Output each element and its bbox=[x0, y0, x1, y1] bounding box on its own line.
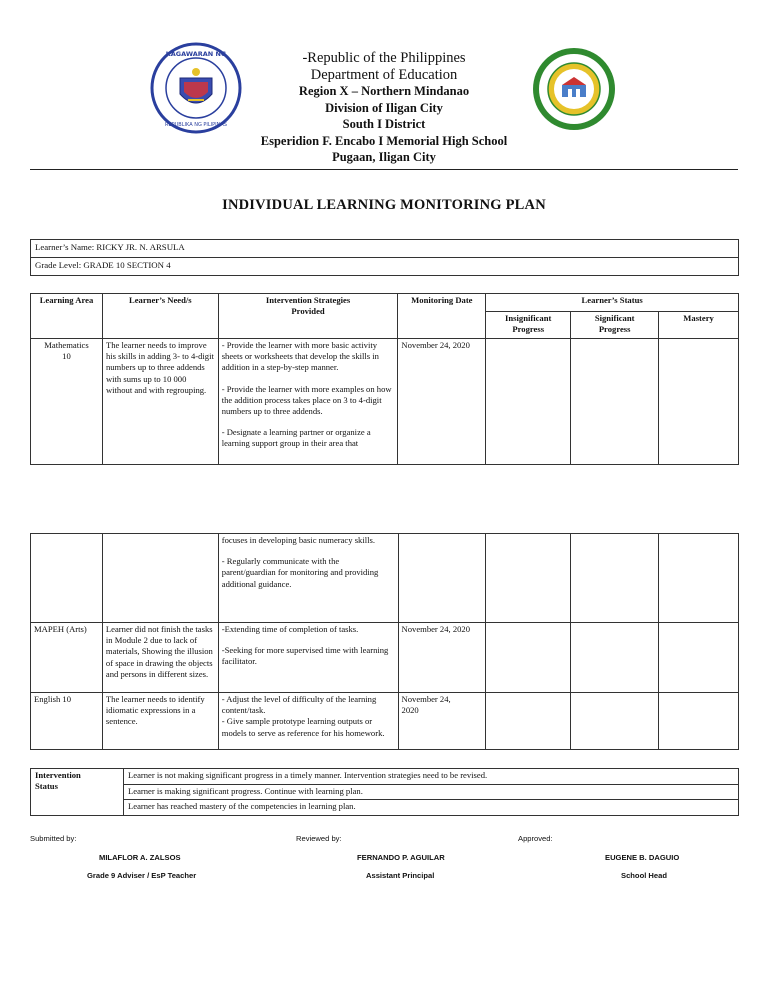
grade-level-row bbox=[31, 258, 739, 276]
status-row bbox=[31, 800, 739, 816]
approved-position: School Head bbox=[621, 871, 667, 880]
learner-needs-cell: The learner needs to improve his skills in adding 3- to 4-digit numbers up to three addends with sums up to 10 000 without and with regrouping. bbox=[102, 339, 218, 465]
status-text: Learner is making significant progress. Continue with learning plan. bbox=[124, 784, 739, 800]
col-learning-area: Learning Area bbox=[31, 294, 103, 339]
table-row bbox=[31, 623, 739, 693]
reviewed-by-name: FERNANDO P. AGUILAR bbox=[357, 853, 445, 862]
insignificant-cell bbox=[486, 339, 571, 465]
col-learner-status: Learner’s Status bbox=[486, 294, 739, 312]
submitted-by-label: Submitted by: bbox=[30, 834, 77, 843]
svg-text:KAGAWARAN NG: KAGAWARAN NG bbox=[165, 50, 227, 58]
grade-level-cell: Grade Level: GRADE 10 SECTION 4 bbox=[31, 258, 739, 276]
monitoring-table-continued bbox=[30, 533, 739, 750]
table-row bbox=[31, 534, 739, 623]
address-line: Pugaan, Iligan City bbox=[332, 150, 436, 164]
intervention-status-table bbox=[30, 768, 739, 816]
reviewed-by-label: Reviewed by: bbox=[296, 834, 342, 843]
district-line: South I District bbox=[342, 117, 426, 131]
strategies-cell: -Extending time of completion of tasks. -Seeking for more supervised time with learning facilitator. bbox=[218, 623, 398, 693]
monitoring-date-cell: November 24, 2020 bbox=[398, 339, 486, 465]
strategies-cell: - Adjust the level of difficulty of the learning content/task. - Give sample prototype learning outputs or models to serve as reference for his homework. bbox=[218, 693, 398, 750]
svg-text:REPUBLIKA NG PILIPINAS: REPUBLIKA NG PILIPINAS bbox=[165, 122, 227, 128]
learner-needs-cell: The learner needs to identify idiomatic expressions in a sentence. bbox=[102, 693, 218, 750]
approved-label: Approved: bbox=[518, 834, 553, 843]
learner-name: RICKY JR. N. ARSULA bbox=[96, 242, 185, 252]
header-row bbox=[31, 294, 739, 312]
letterhead bbox=[0, 50, 768, 166]
learning-area-cell: English 10 bbox=[31, 693, 103, 750]
col-insignificant-progress: Insignificant Progress bbox=[486, 312, 571, 339]
status-row bbox=[31, 784, 739, 800]
submitted-by-position: Grade 9 Adviser / EsP Teacher bbox=[87, 871, 197, 880]
learner-name-row bbox=[31, 240, 739, 258]
monitoring-table bbox=[30, 293, 739, 465]
status-text: Learner has reached mastery of the competencies in learning plan. bbox=[124, 800, 739, 816]
status-text: Learner is not making significant progress in a timely manner. Intervention strategies need to be revised. bbox=[124, 769, 739, 785]
learner-info-table bbox=[30, 239, 739, 276]
col-learner-needs: Learner’s Need/s bbox=[102, 294, 218, 339]
learner-name-cell: Learner’s Name: RICKY JR. N. ARSULA bbox=[31, 240, 739, 258]
division-line: Division of Iligan City bbox=[325, 100, 443, 115]
region-line: Region X – Northern Mindanao bbox=[298, 84, 470, 98]
learning-area-cell: Mathematics 10 bbox=[31, 339, 103, 465]
status-row bbox=[31, 769, 739, 785]
school-line: Esperidion F. Encabo I Memorial High School bbox=[260, 133, 508, 148]
monitoring-date-cell: November 24, 2020 bbox=[398, 623, 486, 693]
strategies-cell: - Provide the learner with more basic activity sheets or worksheets that develop the skills in addition in a step-by-step manner. - Provide the learner with more examples on how the addition process takes place on 3 to 4-digit numbers up to three addends. - Designate a learning partner or organize a learning support group in their area that bbox=[218, 339, 398, 465]
learner-needs-cell: Learner did not finish the tasks in Module 2 due to lack of materials, Showing the illusion of space in drawing the objects and persons in different sizes. bbox=[102, 623, 218, 693]
col-monitoring-date: Monitoring Date bbox=[398, 294, 486, 339]
table-row bbox=[31, 339, 739, 465]
submitted-by-name: MILAFLOR A. ZALSOS bbox=[99, 853, 181, 862]
col-significant-progress: Significant Progress bbox=[571, 312, 659, 339]
mastery-cell bbox=[659, 339, 739, 465]
department-line: Department of Education bbox=[310, 66, 458, 83]
monitoring-date-cell: November 24, 2020 bbox=[398, 693, 486, 750]
learning-area-cell: MAPEH (Arts) bbox=[31, 623, 103, 693]
significant-cell bbox=[571, 339, 659, 465]
document-title: INDIVIDUAL LEARNING MONITORING PLAN bbox=[222, 197, 546, 213]
reviewed-by-position: Assistant Principal bbox=[366, 871, 435, 880]
grade-level: GRADE 10 SECTION 4 bbox=[83, 260, 171, 270]
strategies-cell: focuses in developing basic numeracy skills. - Regularly communicate with the parent/guardian for monitoring and providing additional guidance. bbox=[218, 534, 398, 623]
republic-line: -Republic of the Philippines bbox=[302, 50, 466, 66]
col-mastery: Mastery bbox=[659, 312, 739, 339]
intervention-status-label: Intervention Status bbox=[31, 769, 124, 816]
header-divider bbox=[30, 169, 738, 170]
table-row bbox=[31, 693, 739, 750]
col-intervention-strategies: Intervention Strategies Provided bbox=[218, 294, 398, 339]
approved-name: EUGENE B. DAGUIO bbox=[605, 853, 680, 862]
